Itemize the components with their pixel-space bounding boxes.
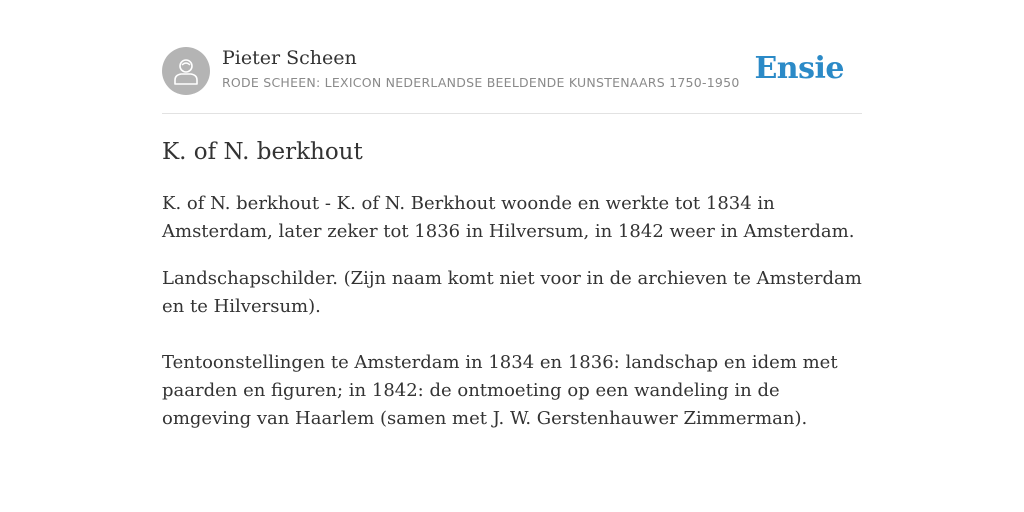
brand-logo[interactable]: Ensie [754, 51, 844, 86]
article-header [162, 46, 862, 96]
article-card [162, 0, 862, 512]
user-silhouette-icon [172, 56, 200, 86]
article-title: K. of N. berkhout [162, 139, 363, 165]
author-avatar[interactable] [162, 47, 210, 95]
header-divider [162, 113, 862, 114]
article-body [162, 190, 862, 433]
article-paragraph: Tentoonstellingen te Amsterdam in 1834 en 1836: landschap en idem met paarden en figuren; in 1842: de ontmoeting op een wandeling in de omgeving van Haarlem (samen met J. W. Gerstenhauwer Zimmerman). [162, 352, 838, 429]
paragraph-spacer [162, 321, 862, 349]
article-paragraph: Landschapschilder. (Zijn naam komt niet voor in de archieven te Amsterdam en te Hilversum). [162, 268, 862, 317]
author-name[interactable]: Pieter Scheen [222, 47, 357, 69]
article-paragraph: K. of N. berkhout - K. of N. Berkhout woonde en werkte tot 1834 in Amsterdam, later zeker tot 1836 in Hilversum, in 1842 weer in Amsterdam. [162, 193, 855, 242]
source-name[interactable]: RODE SCHEEN: LEXICON NEDERLANDSE BEELDENDE KUNSTENAARS 1750-1950 [222, 75, 740, 90]
